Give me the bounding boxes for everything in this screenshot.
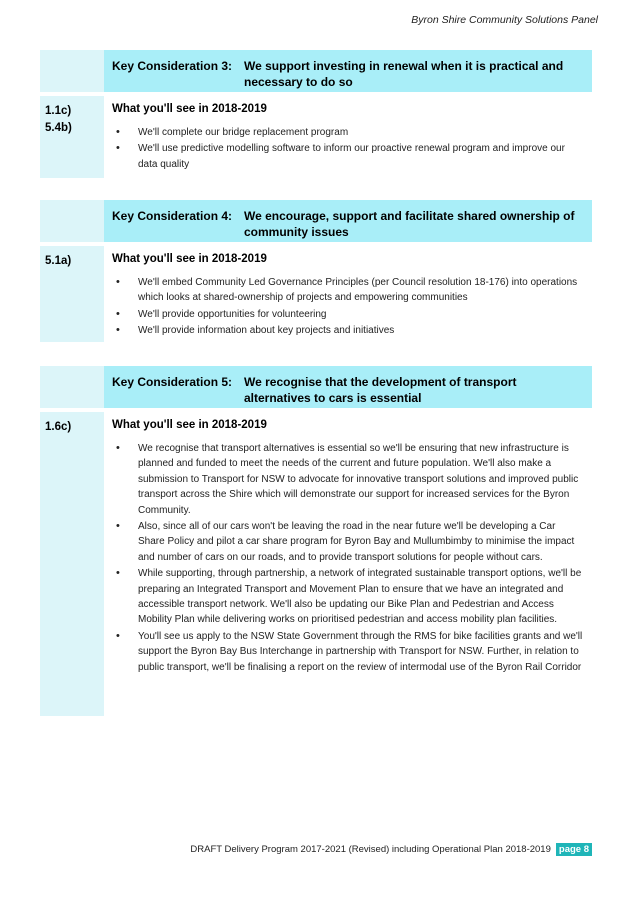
kc-left-cell xyxy=(40,200,104,242)
list-item: • We'll complete our bridge replacement program xyxy=(112,125,584,140)
kc-body-row xyxy=(40,96,592,178)
kc-heading xyxy=(104,200,592,242)
item-list xyxy=(112,125,584,172)
kc-left-cell xyxy=(40,50,104,92)
list-item: • Also, since all of our cars won't be leaving the road in the near future we'll be developing a Car Share Policy and pilot a car share program for Byron Bay and Mullumbimby to minimise the impact and number of cars on our roads, and to provide transport solutions for people without cars. xyxy=(112,519,584,565)
code-cell xyxy=(40,96,104,178)
see-title: What you'll see in 2018-2019 xyxy=(112,253,267,265)
kc-header-row xyxy=(40,50,592,92)
key-consideration-5-section xyxy=(40,366,592,716)
kc-text: We encourage, support and facilitate shared ownership of community issues xyxy=(244,209,575,239)
code-label: 5.1a) xyxy=(45,255,72,267)
kc-heading xyxy=(104,50,592,92)
kc-header-row xyxy=(40,200,592,242)
kc-body-row xyxy=(40,412,592,716)
kc-body-row xyxy=(40,246,592,342)
list-item: • We'll embed Community Led Governance Principles (per Council resolution 18-176) into operations which looks at shared-ownership of projects and empowering communities xyxy=(112,275,584,306)
key-consideration-3-section xyxy=(40,50,592,178)
footer-text: DRAFT Delivery Program 2017-2021 (Revised) including Operational Plan 2018-2019 xyxy=(190,844,551,855)
kc-header-row xyxy=(40,366,592,408)
code-label: 1.6c) xyxy=(45,421,72,433)
header-title: Byron Shire Community Solutions Panel xyxy=(411,14,598,26)
list-item: • You'll see us apply to the NSW State Government through the RMS for bike facilities grants and we'll support the Byron Bay Bus Interchange in partnership with Transport for NSW. Further, in relation to public transport, we'll be finalising a report on the review of intermodal use of the Byron Rail Corridor xyxy=(112,629,584,675)
kc-body xyxy=(104,412,592,716)
kc-label: Key Consideration 5: xyxy=(112,375,233,389)
item-list xyxy=(112,441,584,675)
key-consideration-4-section xyxy=(40,200,592,342)
kc-heading xyxy=(104,366,592,408)
code-label: 5.4b) xyxy=(45,122,72,134)
list-item: • We'll provide opportunities for volunteering xyxy=(112,307,584,322)
see-title: What you'll see in 2018-2019 xyxy=(112,103,267,115)
kc-label: Key Consideration 4: xyxy=(112,209,233,223)
list-item: • We'll use predictive modelling software to inform our proactive renewal program and improve our data quality xyxy=(112,141,584,172)
list-item: • We'll provide information about key projects and initiatives xyxy=(112,323,584,338)
code-cell xyxy=(40,246,104,342)
code-label: 1.1c) xyxy=(45,105,72,117)
kc-label: Key Consideration 3: xyxy=(112,59,233,73)
kc-text: We support investing in renewal when it is practical and necessary to do so xyxy=(244,59,564,89)
list-item: • We recognise that transport alternatives is essential so we'll be ensuring that new infrastructure is planned and funded to meet the needs of the current and future population. We'll also make a submission to Transport for NSW to advocate for innovative transport solutions and improved public transport across the Shire which will demonstrate our support for increased services for the Byron Community. xyxy=(112,441,584,518)
kc-body xyxy=(104,246,592,342)
list-item: • While supporting, through partnership, a network of integrated sustainable transport options, we'll be preparing an Integrated Transport and Movement Plan to ensure that we have an integrated and accessible transport network. We'll also be updating our Bike Plan and Pedestrian and Access Mobility Plan while delivering works on prioritised pedestrian and access mobility plan facilities. xyxy=(112,566,584,628)
kc-body xyxy=(104,96,592,178)
footer xyxy=(190,843,592,856)
code-cell xyxy=(40,412,104,716)
kc-text: We recognise that the development of transport alternatives to cars is essential xyxy=(244,375,517,405)
item-list xyxy=(112,275,584,339)
see-title: What you'll see in 2018-2019 xyxy=(112,419,267,431)
kc-left-cell xyxy=(40,366,104,408)
page-number-badge: page 8 xyxy=(556,843,592,856)
